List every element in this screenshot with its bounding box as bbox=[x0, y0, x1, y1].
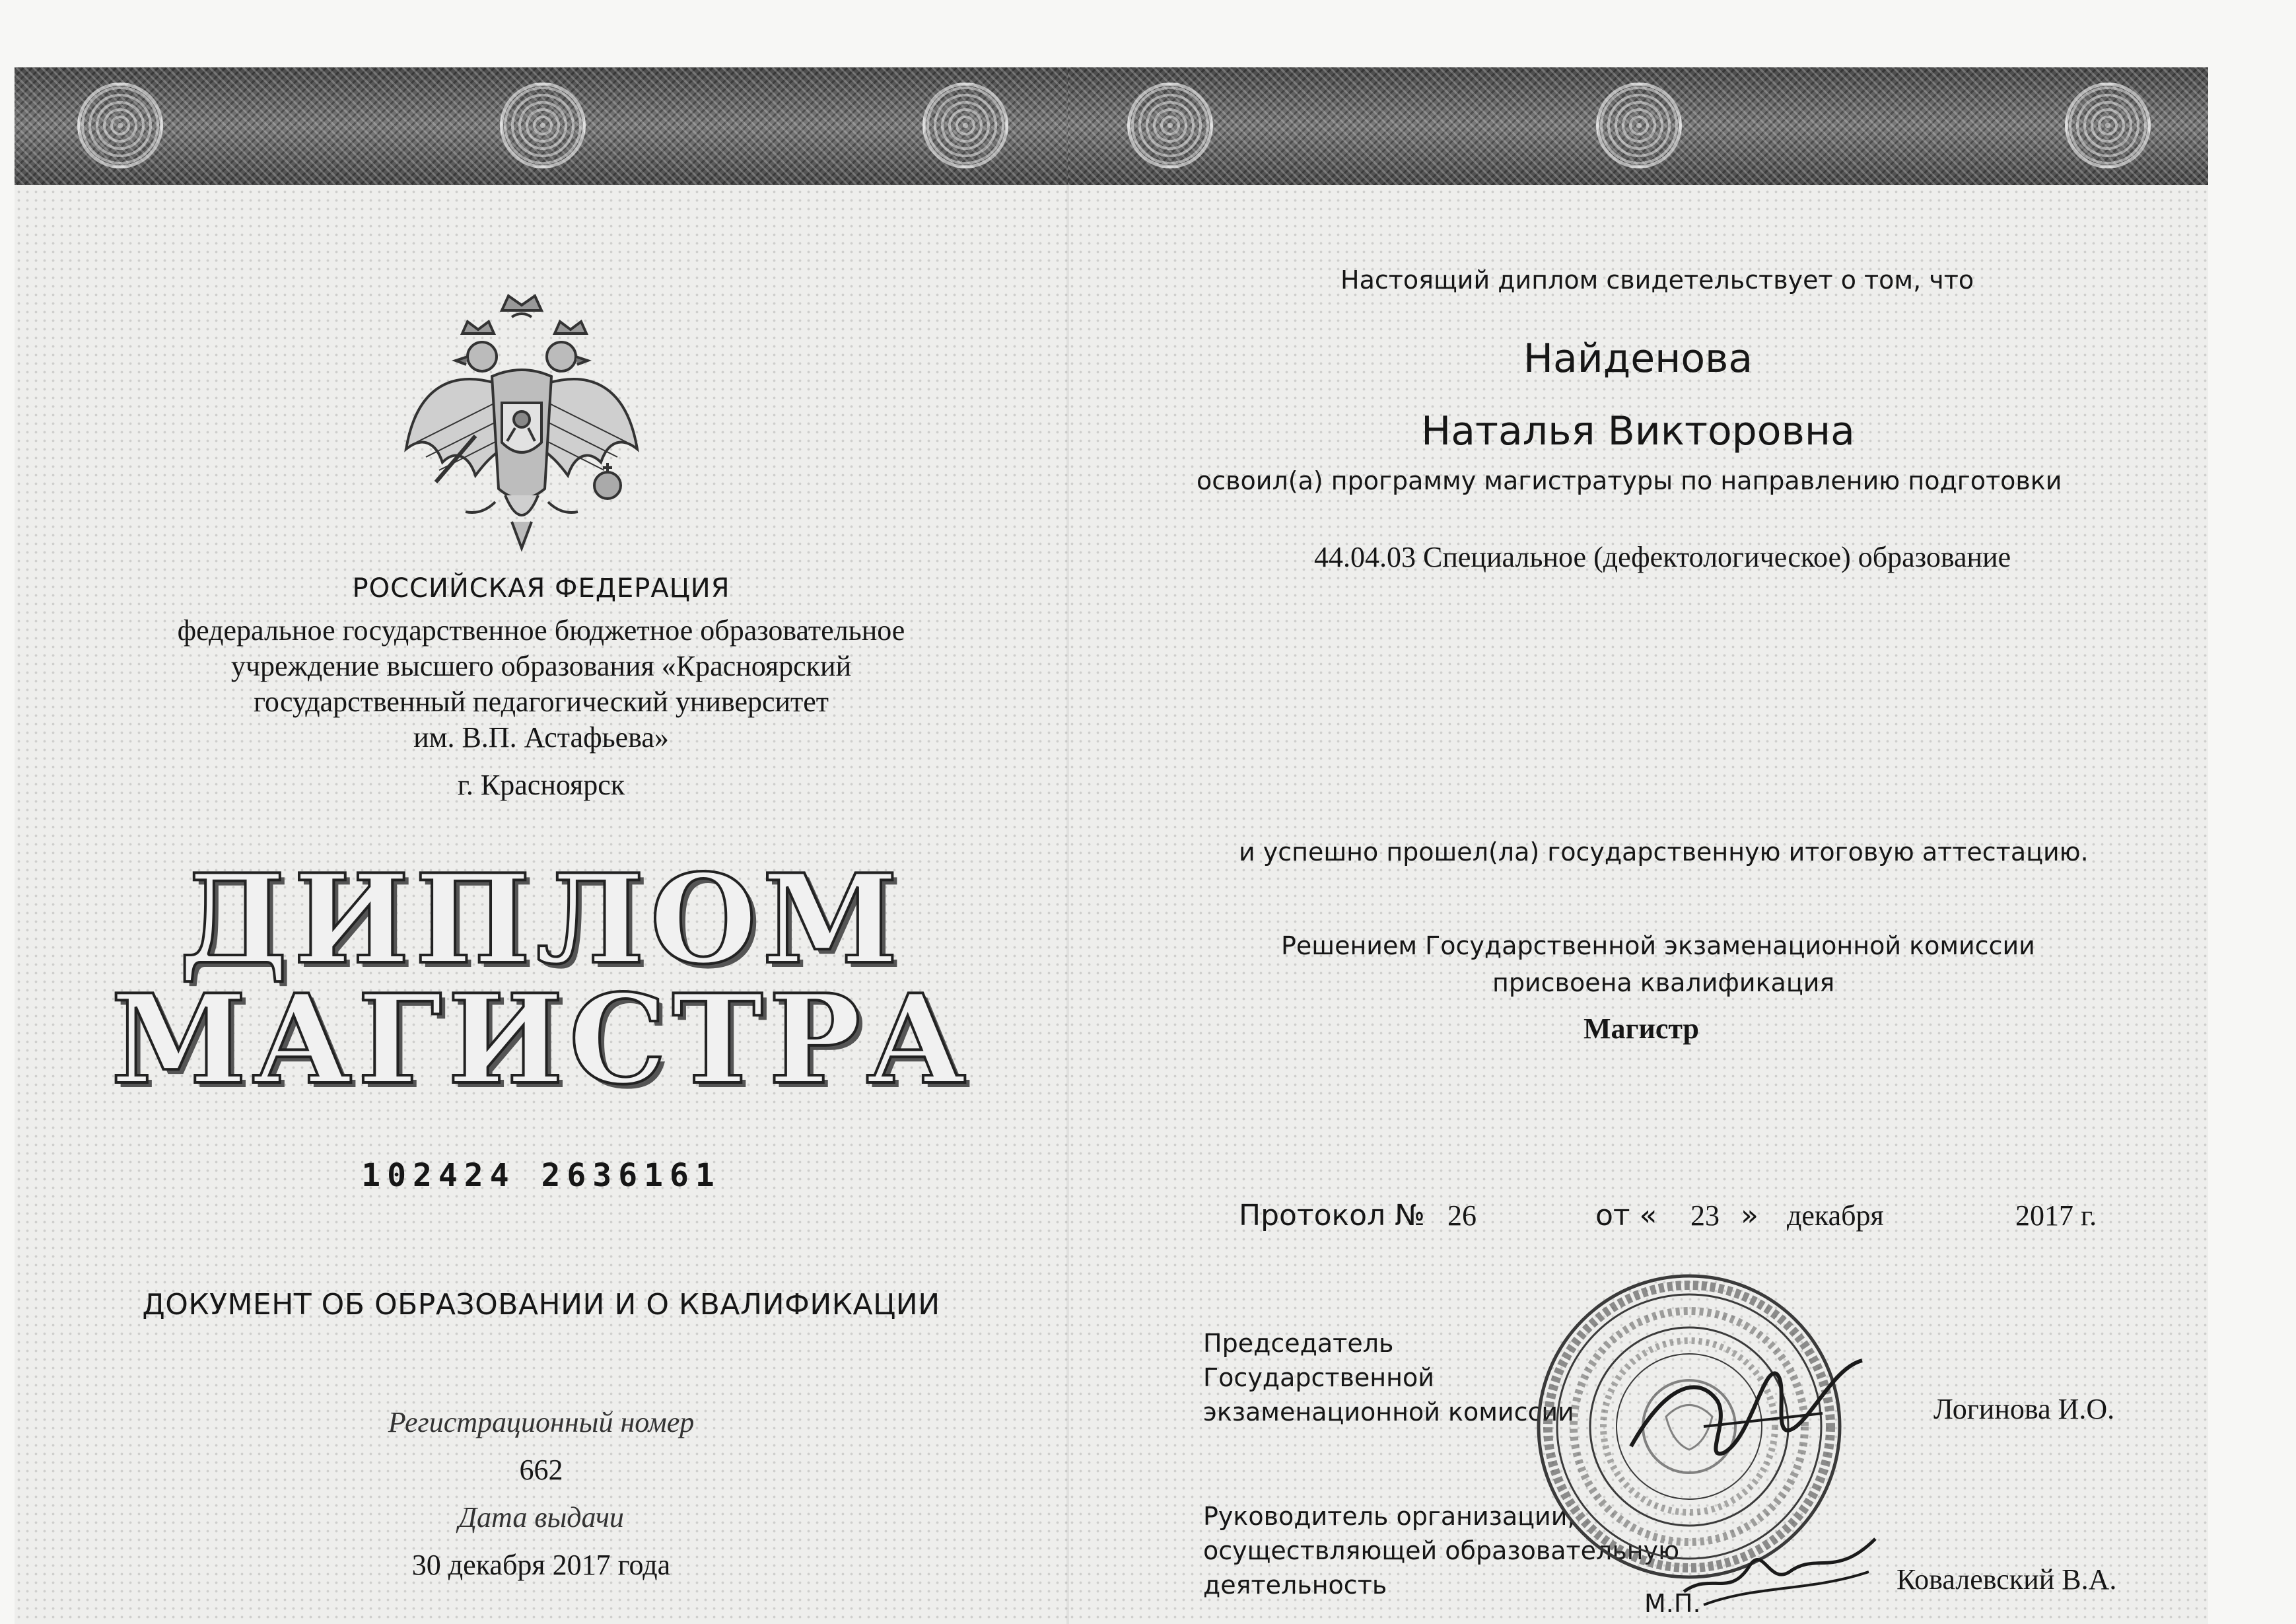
graduate-given-names: Наталья Викторовна bbox=[1421, 408, 1855, 454]
graduate-surname: Найденова bbox=[1523, 335, 1753, 382]
attestation-statement: и успешно прошел(ла) государственную итоговую аттестацию. bbox=[1239, 837, 2089, 866]
qualification-awarded-label: присвоена квалификация bbox=[1492, 968, 1835, 997]
chairman-name: Логинова И.О. bbox=[1933, 1393, 2115, 1425]
protocol-day: 23 bbox=[1690, 1199, 1720, 1232]
diploma-subtitle: МАГИСТРА bbox=[110, 967, 972, 1112]
program-statement: освоил(а) программу магистратуры по направлению подготовки bbox=[1197, 466, 2062, 495]
protocol-number: 26 bbox=[1447, 1199, 1477, 1232]
issue-date: 30 декабря 2017 года bbox=[411, 1549, 671, 1581]
chairman-title-line: экзаменационной комиссии bbox=[1203, 1397, 1574, 1427]
rosette-ornament bbox=[1596, 83, 1682, 168]
registration-number: 662 bbox=[519, 1454, 563, 1486]
protocol-from-label: от « bbox=[1595, 1199, 1657, 1232]
rosette-ornament bbox=[500, 83, 586, 168]
rosette-ornament bbox=[1127, 83, 1213, 168]
institution-line: им. В.П. Астафьева» bbox=[413, 721, 669, 754]
program-name: 44.04.03 Специальное (дефектологическое) образование bbox=[1314, 541, 2011, 573]
institution-line: федеральное государственное бюджетное образовательное bbox=[177, 614, 905, 647]
page-fold bbox=[1066, 67, 1069, 1624]
registration-label: Регистрационный номер bbox=[388, 1406, 695, 1438]
head-title-line: Руководитель организации, bbox=[1203, 1502, 1576, 1531]
issue-date-label: Дата выдачи bbox=[458, 1501, 624, 1534]
left-guilloche-band bbox=[15, 67, 1068, 185]
head-name: Ковалевский В.А. bbox=[1896, 1563, 2117, 1596]
chairman-title-line: Государственной bbox=[1203, 1363, 1434, 1392]
rosette-ornament bbox=[77, 83, 163, 168]
rosette-ornament bbox=[922, 83, 1008, 168]
right-guilloche-band bbox=[1068, 67, 2208, 185]
seal-place-label: М.П. bbox=[1644, 1589, 1701, 1618]
commission-decision: Решением Государственной экзаменационной комиссии bbox=[1281, 931, 2035, 960]
head-title-line: деятельность bbox=[1203, 1571, 1387, 1600]
protocol-label: Протокол № bbox=[1239, 1199, 1425, 1232]
institution-line: государственный педагогический университет bbox=[253, 686, 829, 718]
institution-line: учреждение высшего образования «Красноярский bbox=[230, 650, 852, 682]
rosette-ornament bbox=[2065, 83, 2151, 168]
diploma-title: ДИПЛОМ bbox=[178, 847, 904, 991]
document-type: ДОКУМЕНТ ОБ ОБРАЗОВАНИИ И О КВАЛИФИКАЦИИ bbox=[142, 1288, 940, 1322]
city: г. Красноярск bbox=[457, 769, 625, 801]
head-title-line: осуществляющей образовательную bbox=[1203, 1536, 1680, 1565]
chairman-signature-icon bbox=[1624, 1347, 1875, 1473]
protocol-month: декабря bbox=[1787, 1199, 1884, 1232]
chairman-title-line: Председатель bbox=[1203, 1329, 1394, 1358]
chairman-title bbox=[1203, 1326, 1574, 1429]
qualification: Магистр bbox=[1583, 1012, 1700, 1045]
protocol-year: 2017 г. bbox=[2015, 1199, 2097, 1232]
protocol-day-close: » bbox=[1741, 1199, 1758, 1232]
institution-name bbox=[15, 613, 1068, 756]
certification-intro: Настоящий диплом свидетельствует о том, что bbox=[1340, 265, 1974, 295]
serial-number: 102424 2636161 bbox=[361, 1157, 721, 1194]
country-name: РОССИЙСКАЯ ФЕДЕРАЦИЯ bbox=[352, 573, 730, 604]
coat-of-arms-icon bbox=[396, 284, 647, 575]
head-signature-icon bbox=[1677, 1519, 1889, 1618]
